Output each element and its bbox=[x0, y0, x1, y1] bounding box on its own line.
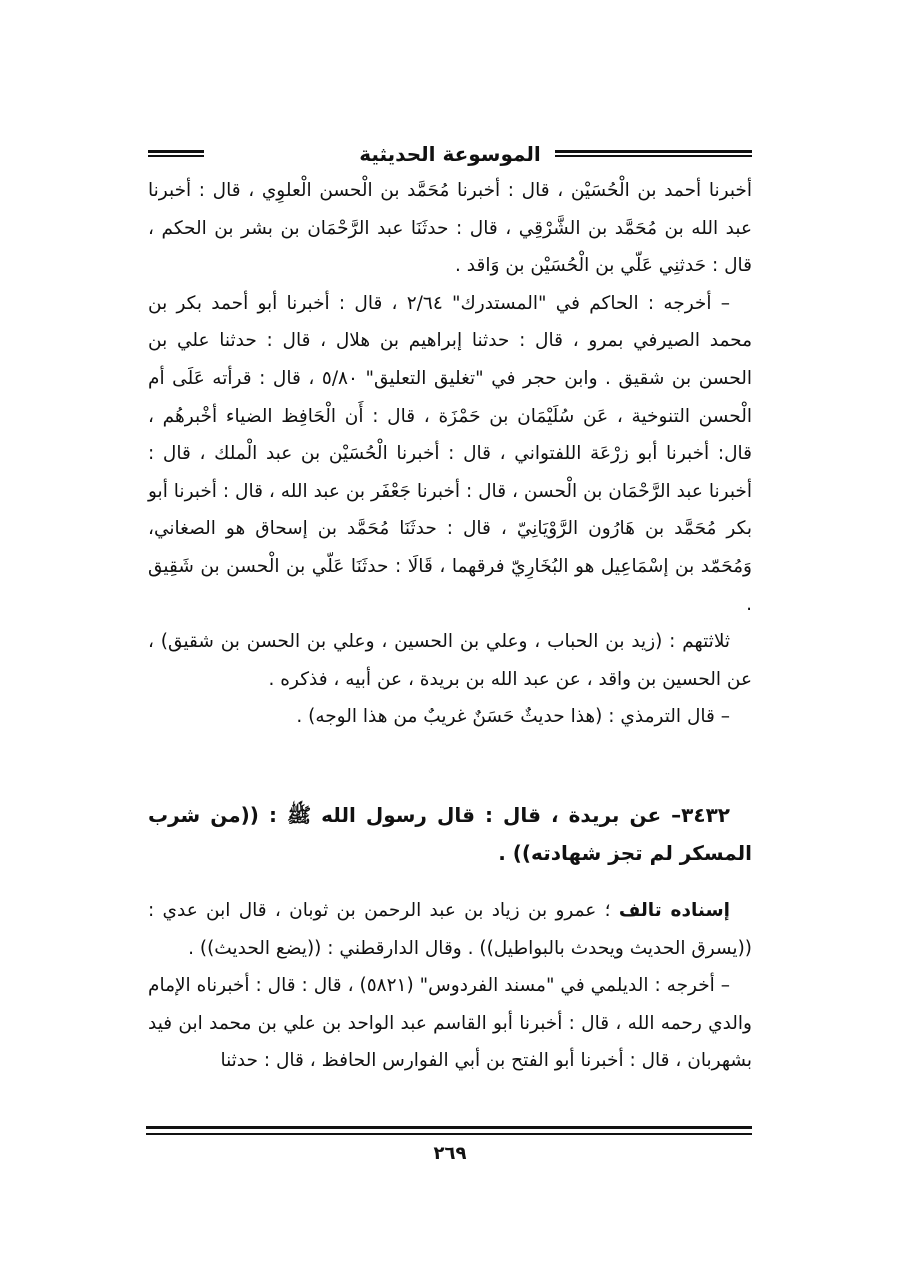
hadith-text: ٣٤٣٢– عن بريدة ، قال : قال رسول الله ﷺ : ((من شرب المسكر لم تجز شهادته)) . bbox=[148, 802, 752, 865]
header-title: الموسوعة الحديثية bbox=[345, 142, 555, 166]
paragraph-takhrij-daylami: – أخرجه : الديلمي في "مسند الفردوس" (٥٨٢١) ، قال : قال : أخبرناه الإمام والدي رحمه الله ، قال : أخبرنا أبو القاسم عبد الواحد بن علي بن محمد ابن فيد بشهربان ، قال : أخبرنا أبو الفتح بن أبي الفوارس الحافظ ، قال : حدثنا bbox=[148, 975, 752, 1072]
paragraph-takhrij-hakim: – أخرجه : الحاكم في "المستدرك" ٢/٦٤ ، قال : أخبرنا أبو أحمد بكر بن محمد الصيرفي بمرو ، قال : حدثنا إبراهيم بن هلال ، قال : حدثنا علي بن الحسن بن شقيق . وابن حجر في "تغليق التعليق" ٥/٨٠ ، قال : قرأته عَلَى أم الْحسن التنوخية ، عَن سُلَيْمَان بن حَمْزَة ، قال : أَن الْحَافِظ الضياء أخْبرهُم ، قال: أخبرنا أبو زرْعَة اللفتواني ، قال : أخبرنا الْحُسَيْن بن عبد الْملك ، قال : أخبرنا عبد الرَّحْمَان بن الْحسن ، قال : أخبرنا جَعْفَر بن عبد الله ، قال : أخبرنا أبو بكر مُحَمَّد بن هَارُون الرَّوْيَانِيّ ، قال : حدثَنَا مُحَمَّد بن إسحاق هو الصغاني، وَمُحَمّد بن إسْمَاعِيل هو البُخَارِيّ فرقهما ، قَالَا : حدثَنَا عَلّي بن الْحسن بن شَقِيق . bbox=[148, 292, 752, 615]
page-body bbox=[148, 172, 752, 1080]
section-gap bbox=[148, 736, 752, 776]
paragraph-isnad-grade bbox=[148, 892, 752, 967]
paragraph-tirmidhi: – قال الترمذي : (هذا حديثٌ حَسَنٌ غريبٌ من هذا الوجه) . bbox=[296, 706, 730, 728]
paragraph-summary: ثلاثتهم : (زيد بن الحباب ، وعلي بن الحسين ، وعلي بن الحسن بن شقيق) ، عن الحسين بن واقد ، عن عبد الله بن بريدة ، عن أبيه ، فذكره . bbox=[148, 631, 752, 690]
footer-rule bbox=[146, 1126, 752, 1135]
header-title-wrap bbox=[148, 140, 752, 168]
paragraph-isnad-chain: أخبرنا أحمد بن الْحُسَيْن ، قال : أخبرنا مُحَمَّد بن الْحسن الْعلوِي ، قال : أخبرنا عبد الله بن مُحَمَّد بن الشَّرْقِي ، قال : حدثَنَا عبد الرَّحْمَان بن بشر بن الحكم ، قال : حَدثنِي عَلّي بن الْحُسَيْن بن وَاقد . bbox=[148, 180, 752, 277]
isnad-grade-text: ؛ عمرو بن زياد بن عبد الرحمن بن ثوبان ، قال ابن عدي : ((يسرق الحديث ويحدث بالبواطيل)) . وقال الدارقطني : ((يضع الحديث)) . bbox=[148, 899, 752, 959]
page-number: ٢٦٩ bbox=[433, 1143, 467, 1164]
isnad-grade-label: إسناده تالف bbox=[618, 899, 730, 921]
running-header bbox=[148, 140, 752, 170]
